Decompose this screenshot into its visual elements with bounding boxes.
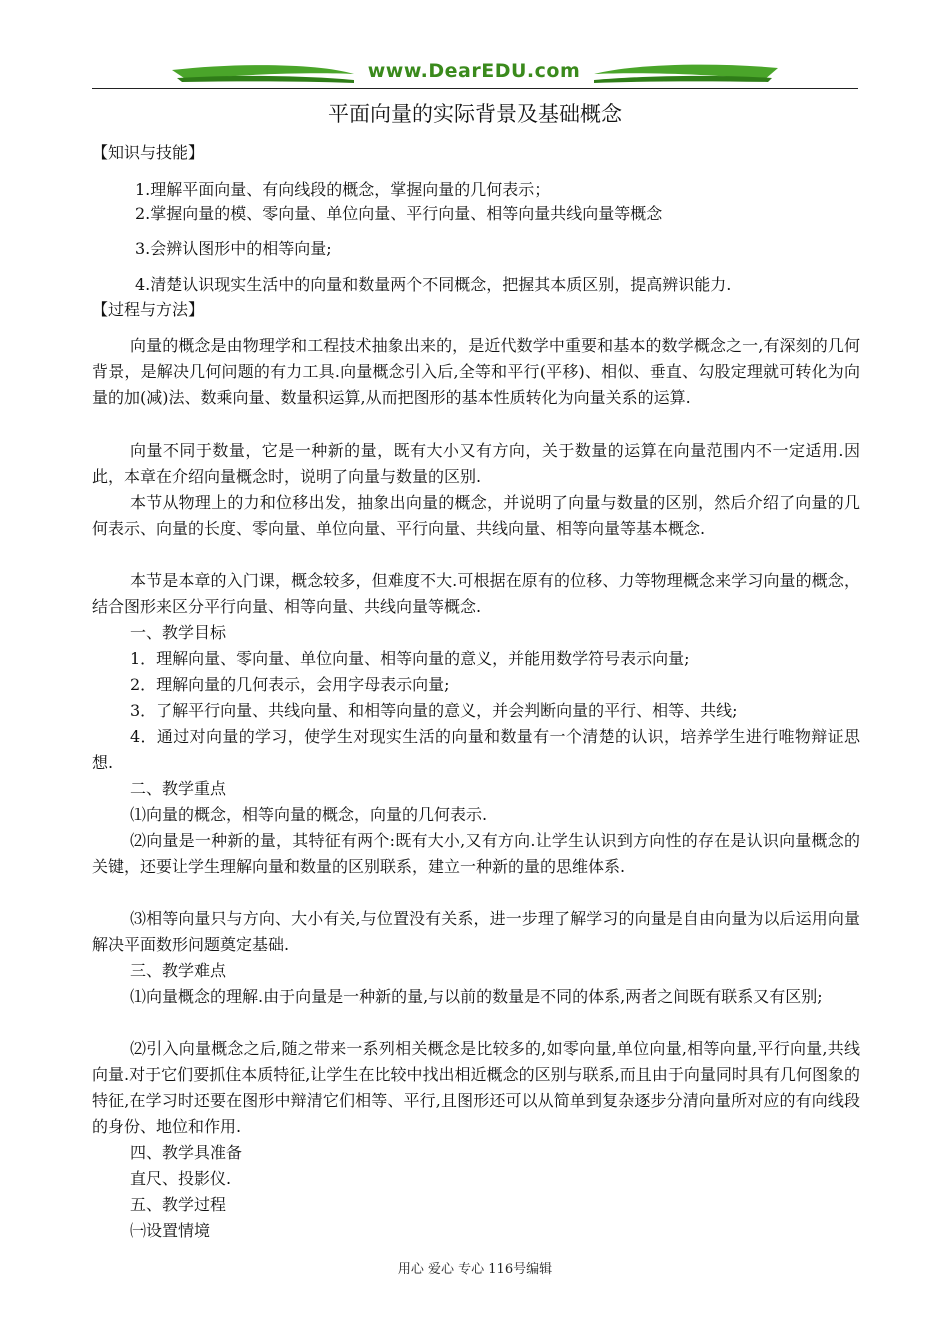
tools-text: 直尺、投影仪. <box>130 1169 232 1188</box>
tools-heading: 四、教学具准备 <box>130 1143 243 1162</box>
key-point-item: ⑵向量是一种新的量，其特征有两个:既有大小,又有方向.让学生认识到方向性的存在是认识向量概念的关键，还要让学生理解向量和数量的区别联系，建立一种新的量的思维体系. <box>92 831 860 876</box>
key-point-item: ⑶相等向量只与方向、大小有关,与位置没有关系，进一步理了解学习的向量是自由向量为以后运用向量解决平面数形问题奠定基础. <box>92 909 860 954</box>
knowledge-item: 1.理解平面向量、有向线段的概念，掌握向量的几何表示； <box>135 180 551 199</box>
paragraph: 本节从物理上的力和位移出发，抽象出向量的概念，并说明了向量与数量的区别，然后介绍了向量的几何表示、向量的长度、零向量、单位向量、平行向量、共线向量、相等向量等基本概念. <box>92 493 860 538</box>
paragraph: 向量的概念是由物理学和工程技术抽象出来的，是近代数学中重要和基本的数学概念之一,有深刻的几何背景，是解决几何问题的有力工具.向量概念引入后,全等和平行(平移)、相似、垂直、勾股定理就可转化为向量的加(减)法、数乘向量、数量积运算,从而把图形的基本性质转化为向量关系的运算. <box>92 336 860 407</box>
goal-item: 1．理解向量、零向量、单位向量、相等向量的意义，并能用数学符号表示向量; <box>130 649 690 668</box>
section-heading-process: 【过程与方法】 <box>92 300 205 319</box>
site-logo: www.DearEDU.com <box>367 60 581 82</box>
paragraph: 本节是本章的入门课，概念较多，但难度不大.可根据在原有的位移、力等物理概念来学习向量的概念，结合图形来区分平行向量、相等向量、共线向量等概念. <box>92 571 860 616</box>
page-title: 平面向量的实际背景及基础概念 <box>328 102 622 126</box>
goal-item: 2．理解向量的几何表示，会用字母表示向量; <box>130 675 450 694</box>
difficulty-item: ⑵引入向量概念之后,随之带来一系列相关概念是比较多的,如零向量,单位向量,相等向量,平行向量,共线向量.对于它们要抓住本质特征,让学生在比较中找出相近概念的区别与联系,而且由于向量同时具有几何图象的特征,在学习时还要在图形中辩清它们相等、平行,且图形还可以从简单到复杂逐步分清向量所对应的有向线段的身份、地位和作用. <box>92 1039 860 1136</box>
knowledge-item: 4.清楚认识现实生活中的向量和数量两个不同概念，把握其本质区别，提高辨识能力. <box>135 275 732 294</box>
header-rule <box>92 88 858 89</box>
goal-item: 4．通过对向量的学习，使学生对现实生活的向量和数量有一个清楚的认识，培养学生进行唯物辩证思想. <box>92 727 860 772</box>
goal-item: 3．了解平行向量、共线向量、和相等向量的意义，并会判断向量的平行、相等、共线; <box>130 701 738 720</box>
key-points-heading: 二、教学重点 <box>130 779 227 798</box>
goals-heading: 一、教学目标 <box>130 623 227 642</box>
page-footer: 用心 爱心 专心 116号编辑 <box>397 1262 553 1277</box>
key-point-item: ⑴向量的概念，相等向量的概念，向量的几何表示. <box>130 805 488 824</box>
process-subheading: ㈠设置情境 <box>130 1221 211 1240</box>
knowledge-item: 2.掌握向量的模、零向量、单位向量、平行向量、相等向量共线向量等概念 <box>135 204 663 223</box>
difficulties-heading: 三、教学难点 <box>130 961 227 980</box>
page-header <box>92 58 858 92</box>
knowledge-item: 3.会辨认图形中的相等向量; <box>135 239 332 258</box>
difficulty-item: ⑴向量概念的理解.由于向量是一种新的量,与以前的数量是不同的体系,两者之间既有联系又有区别; <box>130 987 823 1006</box>
section-heading-knowledge: 【知识与技能】 <box>92 143 205 162</box>
process-heading: 五、教学过程 <box>130 1195 227 1214</box>
paragraph: 向量不同于数量，它是一种新的量，既有大小又有方向，关于数量的运算在向量范围内不一定适用.因此，本章在介绍向量概念时，说明了向量与数量的区别. <box>92 441 860 486</box>
